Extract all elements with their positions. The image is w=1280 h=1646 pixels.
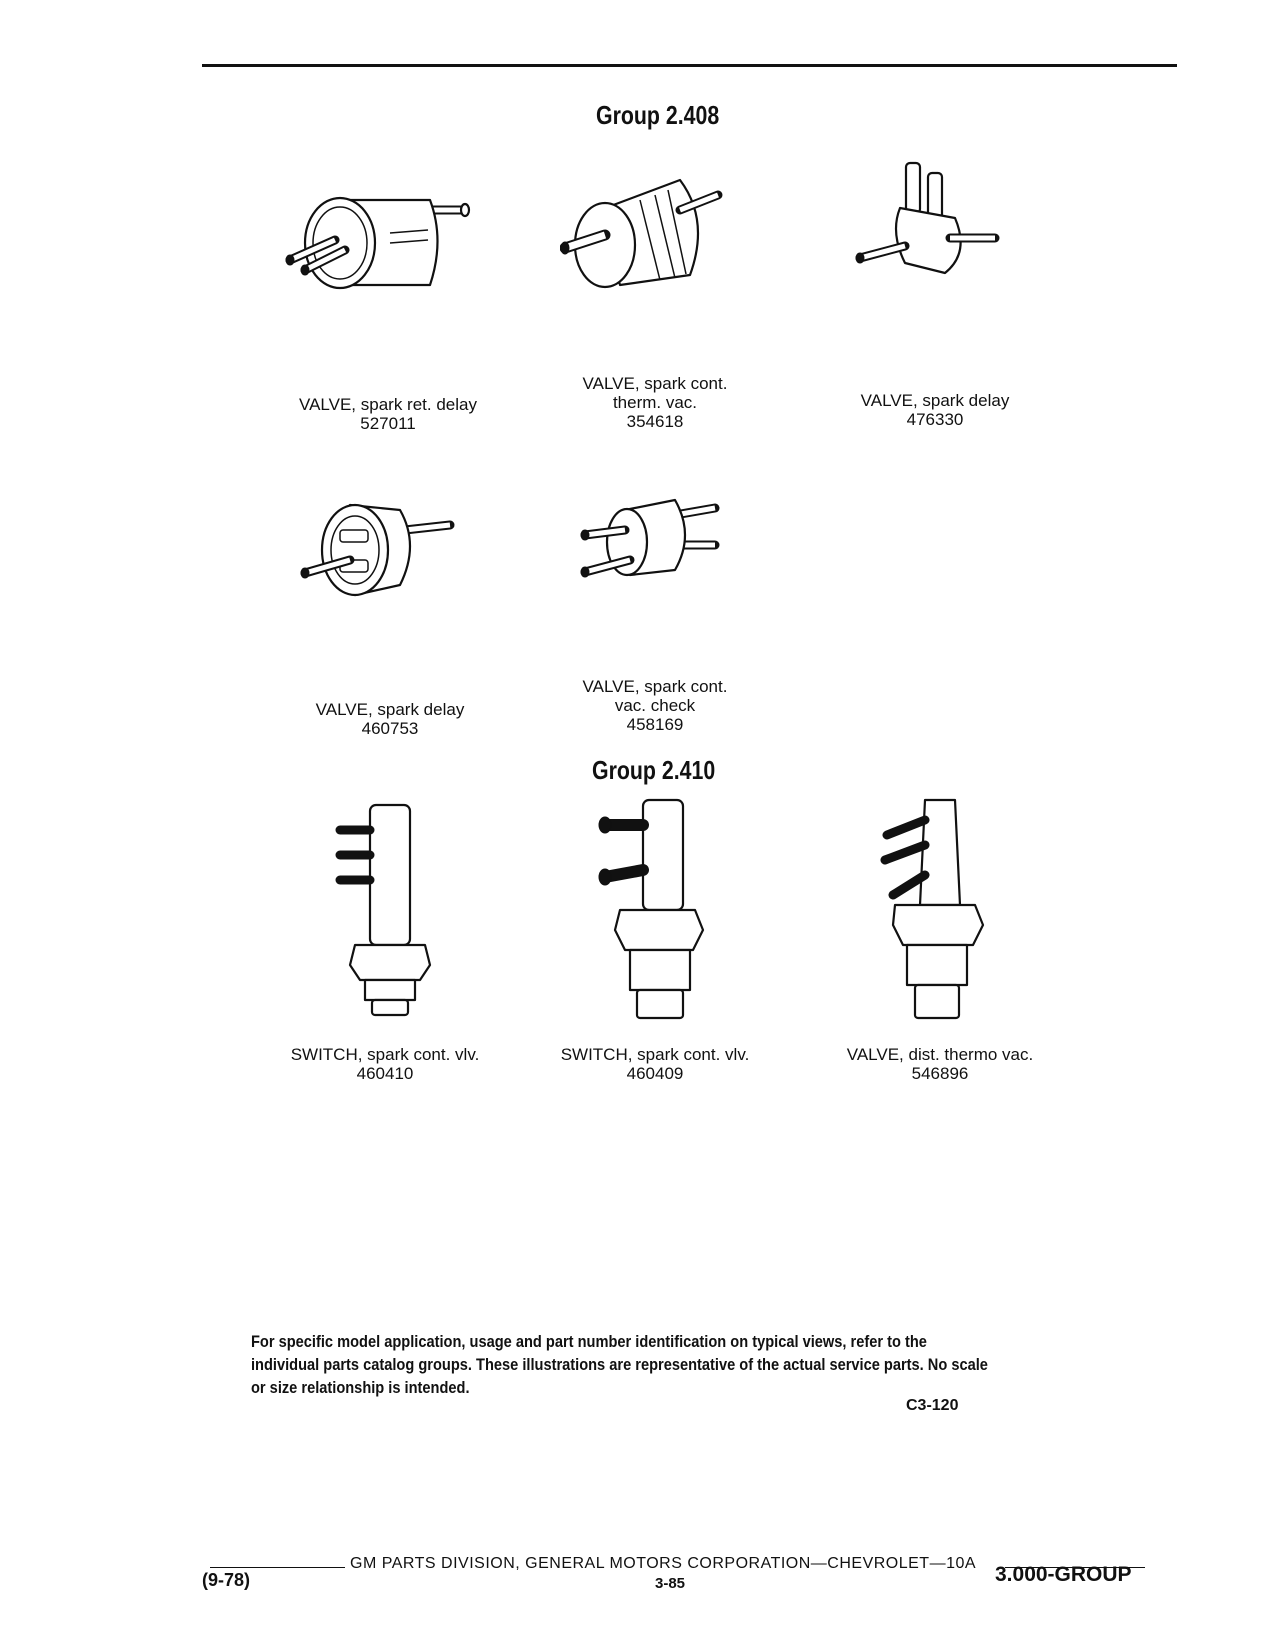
part-caption-546896: VALVE, dist. thermo vac. 546896 bbox=[846, 1045, 1034, 1083]
part-illustration-460410 bbox=[330, 800, 440, 1020]
group-title-2410: Group 2.410 bbox=[592, 755, 716, 785]
part-caption-527011: VALVE, spark ret. delay 527011 bbox=[299, 395, 477, 433]
footer-date: (9-78) bbox=[202, 1570, 251, 1590]
part-caption-460409: SWITCH, spark cont. vlv. 460409 bbox=[560, 1045, 750, 1083]
part-caption-458169: VALVE, spark cont. vac. check 458169 bbox=[582, 677, 728, 734]
part-illustration-354618 bbox=[560, 170, 740, 300]
footer-publisher: GM PARTS DIVISION, GENERAL MOTORS CORPORATION—CHEVROLET—10A bbox=[350, 1555, 977, 1572]
part-illustration-546896 bbox=[875, 795, 995, 1025]
disclaimer-note: For specific model application, usage and part number identification on typical views, refer to the individual parts catalog groups. These illustrations are representative of the actual service parts. No scale or size relationship is intended. bbox=[251, 1332, 988, 1397]
part-caption-460753: VALVE, spark delay 460753 bbox=[315, 700, 465, 738]
part-caption-476330: VALVE, spark delay 476330 bbox=[860, 391, 1010, 429]
part-illustration-527011 bbox=[280, 185, 480, 305]
footer-rule-left bbox=[210, 1567, 345, 1568]
part-illustration-460753 bbox=[295, 495, 465, 605]
part-illustration-460409 bbox=[595, 795, 715, 1025]
section-id: 3.000-GROUP bbox=[995, 1563, 1132, 1586]
part-illustration-476330 bbox=[850, 158, 1010, 288]
group-title-2408: Group 2.408 bbox=[596, 100, 720, 130]
top-rule bbox=[202, 64, 1177, 67]
page-number: 3-85 bbox=[655, 1575, 686, 1592]
part-caption-460410: SWITCH, spark cont. vlv. 460410 bbox=[290, 1045, 480, 1083]
part-illustration-458169 bbox=[575, 490, 745, 600]
reference-code: C3-120 bbox=[906, 1397, 959, 1414]
part-caption-354618: VALVE, spark cont. therm. vac. 354618 bbox=[582, 374, 728, 431]
